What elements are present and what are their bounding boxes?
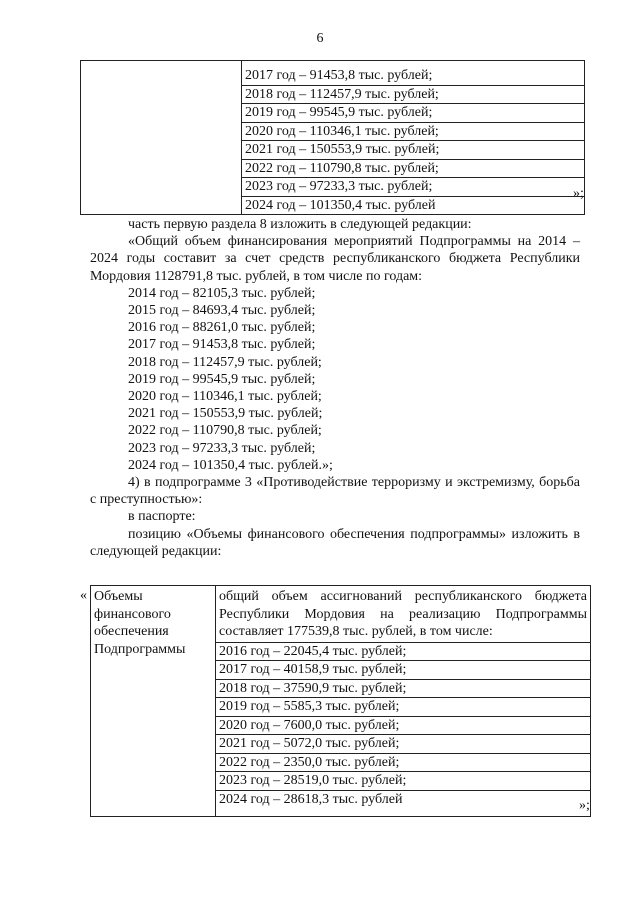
table2-left-cell: Объемы финансового обеспечения Подпрограммы	[91, 586, 216, 817]
table2-line: 2017 год – 40158,9 тыс. рублей;	[216, 661, 590, 680]
body-text	[90, 216, 580, 560]
year-line: 2021 год – 150553,9 тыс. рублей;	[128, 406, 323, 422]
table2-line: 2016 год – 22045,4 тыс. рублей;	[216, 643, 590, 662]
table1-closing-quote: »;	[573, 186, 584, 201]
paragraph: 4) в подпрограмме 3 «Противодействие терроризму и экстремизму, борьба с преступностью»:	[90, 475, 580, 508]
year-line: 2023 год – 97233,3 тыс. рублей;	[128, 440, 316, 456]
table1-line: 2022 год – 110790,8 тыс. рублей;	[242, 160, 584, 179]
table2-line: 2019 год – 5585,3 тыс. рублей;	[216, 698, 590, 717]
paragraph: часть первую раздела 8 изложить в следующей редакции:	[128, 217, 472, 232]
funding-position-table	[90, 585, 591, 817]
page-number: 6	[316, 31, 324, 46]
table2-line: 2020 год – 7600,0 тыс. рублей;	[216, 717, 590, 736]
table2-line: 2018 год – 37590,9 тыс. рублей;	[216, 680, 590, 699]
table1-line: 2018 год – 112457,9 тыс. рублей;	[242, 86, 584, 105]
table1-line: 2024 год – 101350,4 тыс. рублей	[245, 197, 436, 213]
table2-line: 2021 год – 5072,0 тыс. рублей;	[216, 735, 590, 754]
table2-line: 2022 год – 2350,0 тыс. рублей;	[216, 754, 590, 773]
year-line: 2024 год – 101350,4 тыс. рублей.»;	[128, 457, 333, 473]
table1-right-cell	[242, 61, 585, 215]
table1-line: 2021 год – 150553,9 тыс. рублей;	[242, 141, 584, 160]
table2-opening-quote: «	[80, 588, 87, 603]
table1-line: 2023 год – 97233,3 тыс. рублей;	[242, 178, 584, 197]
table2-right-cell	[216, 586, 591, 817]
table2-line: 2024 год – 28618,3 тыс. рублей	[219, 791, 403, 807]
table2-closing-quote: »;	[579, 798, 590, 813]
table1-left-cell	[81, 61, 242, 215]
year-line: 2020 год – 110346,1 тыс. рублей;	[128, 389, 322, 405]
table1-line: 2020 год – 110346,1 тыс. рублей;	[242, 123, 584, 142]
year-line: 2016 год – 88261,0 тыс. рублей;	[128, 320, 316, 336]
year-line: 2015 год – 84693,4 тыс. рублей;	[128, 303, 316, 319]
paragraph: позицию «Объемы финансового обеспечения подпрограммы» изложить в следующей редакции:	[90, 526, 580, 559]
paragraph: «Общий объем финансирования мероприятий Подпрограммы на 2014 – 2024 годы составит за счет средств республиканского бюджета Республики Мордовия 1128791,8 тыс. рублей, в том числе по годам:	[90, 234, 580, 284]
year-line: 2017 год – 91453,8 тыс. рублей;	[128, 337, 316, 353]
table2-intro: общий объем ассигнований республиканского бюджета Республики Мордовия на реализацию Подпрограммы составляет 177539,8 тыс. рублей, в том числе:	[216, 588, 590, 643]
table1-line: 2017 год – 91453,8 тыс. рублей;	[242, 67, 584, 86]
paragraph: в паспорте:	[128, 509, 196, 525]
year-line: 2022 год – 110790,8 тыс. рублей;	[128, 423, 322, 439]
year-line: 2018 год – 112457,9 тыс. рублей;	[128, 354, 322, 370]
table2-line: 2023 год – 28519,0 тыс. рублей;	[216, 772, 590, 791]
year-line: 2014 год – 82105,3 тыс. рублей;	[128, 285, 316, 301]
year-line: 2019 год – 99545,9 тыс. рублей;	[128, 371, 316, 387]
funding-table-continued	[80, 60, 585, 215]
table1-line: 2019 год – 99545,9 тыс. рублей;	[242, 104, 584, 123]
